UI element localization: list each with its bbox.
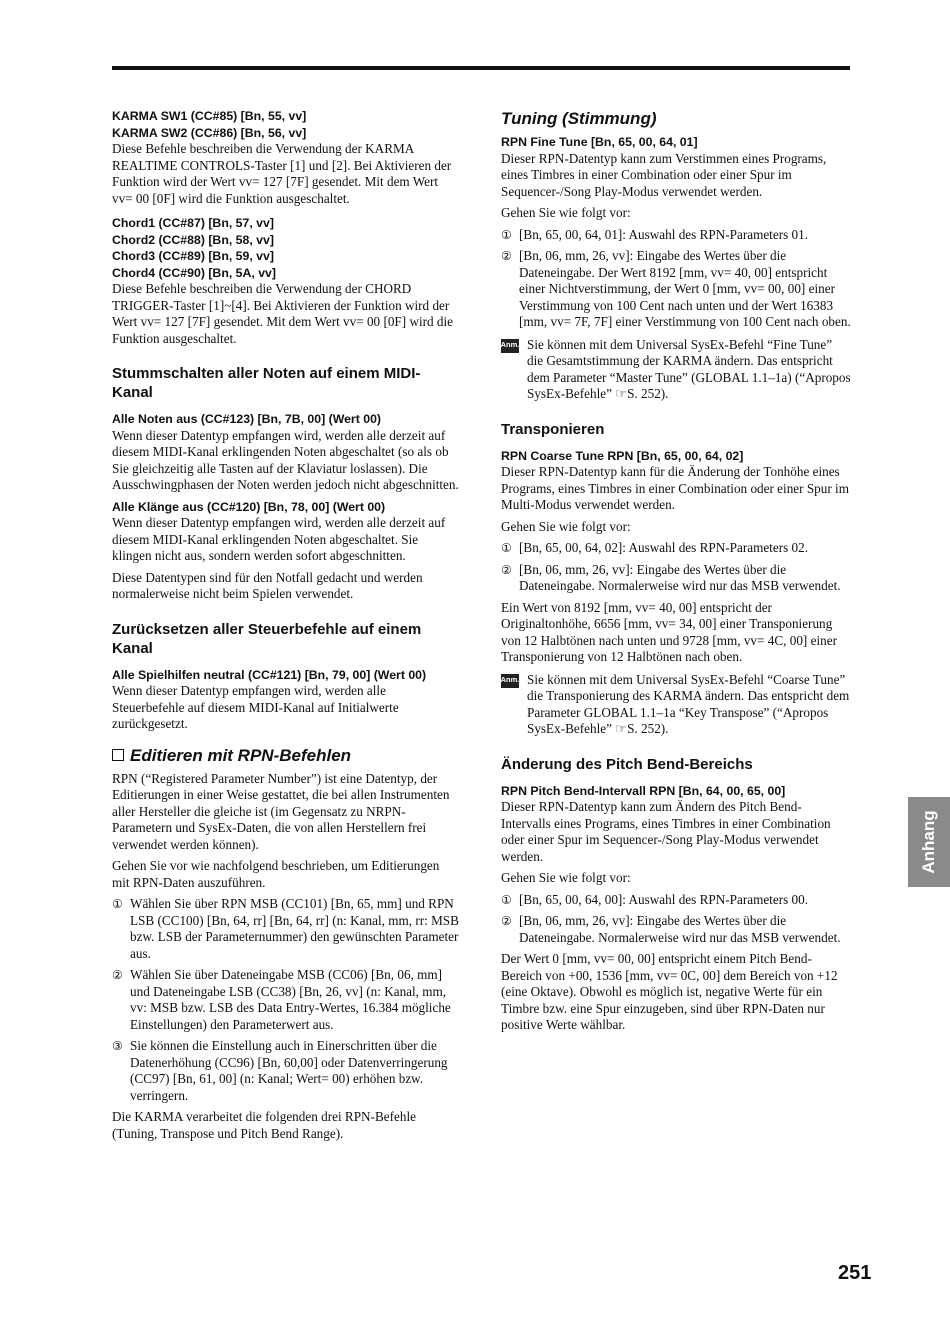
howto-text: Gehen Sie wie folgt vor: <box>501 870 631 885</box>
step-number: ② <box>501 562 512 577</box>
howto-text: Gehen Sie wie folgt vor: <box>501 518 631 534</box>
step-text: Wählen Sie über RPN MSB (CC101) [Bn, 65, mm] und RPN LSB (CC100) [Bn, 64, rr] [Bn, 64, rr] (n: Kanal, mm, rr: MSB bzw. LSB der Parameternummer) den gewünschten Parameter aus. <box>130 896 459 961</box>
spielhilfen-text: Wenn dieser Datentyp empfangen wird, werden alle Steuerbefehle auf diesem MIDI-Kanal auf Initialwerte zurückgesetzt. <box>112 683 399 731</box>
rpn-heading-text: Editieren mit RPN-Befehlen <box>130 745 352 765</box>
list-item <box>501 913 851 946</box>
step-number: ① <box>112 897 123 911</box>
coarse-tune-heading: RPN Coarse Tune RPN [Bn, 65, 00, 64, 02] <box>501 448 744 463</box>
chord2-heading: Chord2 (CC#88) [Bn, 58, vv] <box>112 232 274 247</box>
rpn-outro: Die KARMA verarbeitet die folgenden drei RPN-Befehle (Tuning, Transpose und Pitch Bend Range). <box>112 1109 416 1141</box>
karma-sw2-heading: KARMA SW2 (CC#86) [Bn, 56, vv] <box>112 125 307 140</box>
note-box <box>501 672 851 738</box>
note-text: Sie können mit dem Universal SysEx-Befehl “Fine Tune” die Gesamtstimmung der KARMA ändern. Das entspricht dem Parameter “Master Tune” (GLOBAL 1.1–1a) (“Apropos SysEx-Befehle” ☞S. 252). <box>527 336 851 401</box>
section-tab-anhang <box>908 797 950 887</box>
step-text: [Bn, 65, 00, 64, 02]: Auswahl des RPN-Parameters 02. <box>519 540 808 555</box>
note-icon: Anm. <box>501 674 519 688</box>
list-item <box>112 1038 460 1104</box>
rpn-section-heading <box>112 745 460 766</box>
transpose-heading: Transponieren <box>501 420 605 438</box>
chord-text: Diese Befehle beschreiben die Verwendung der CHORD TRIGGER-Taster [1]~[4]. Bei Aktivieren der Funktion wird der Wert vv= 127 [7F] gesendet. Mit dem Wert vv= 00 [0F] wird die Funktion ausgeschaltet. <box>112 281 454 346</box>
pitch-bend-values-text: Der Wert 0 [mm, vv= 00, 00] entspricht einem Pitch Bend-Bereich von +00, 1536 [mm, vv= 0C, 00] dem Bereich von +12 (eine Oktave). Obwohl es möglich ist, negative Werte für ein Timbre bzw. eine Spur einzugeben, sind über RPN-Daten nur positive Werte wählbar. <box>501 951 838 1032</box>
step-number: ① <box>501 541 512 555</box>
chord1-heading: Chord1 (CC#87) [Bn, 57, vv] <box>112 216 274 230</box>
page-number: 251 <box>838 1262 872 1284</box>
step-number: ① <box>501 892 512 907</box>
list-item <box>112 896 460 962</box>
left-column <box>112 108 460 1147</box>
reset-heading: Zurücksetzen aller Steuerbefehle auf einem Kanal <box>112 620 422 657</box>
alle-klaenge-heading: Alle Klänge aus (CC#120) [Bn, 78, 00] (Wert 00) <box>112 499 386 514</box>
step-text: [Bn, 06, mm, 26, vv]: Eingabe des Wertes über die Dateneingabe. Der Wert 8192 [mm, vv= 40, 00] entspricht einer Nichtverstimmung, der Wert 0 [mm, vv= 00, 00] einer Verstimmung von 100 Cent nach unten und der Wert 16383 [mm, vv= 7F, 7F] einer Verstimmung von 100 Cent nach oben. <box>519 248 851 329</box>
top-rule <box>112 66 850 70</box>
step-text: [Bn, 65, 00, 64, 01]: Auswahl des RPN-Parameters 01. <box>519 226 808 242</box>
karma-sw-text: Diese Befehle beschreiben die Verwendung der KARMA REALTIME CONTROLS-Taster [1] und [2]. Bei Aktivieren der Funktion wird der Wert vv= 127 [7F] gesendet. Mit dem Wert vv= 00 [0F] wird die Funktion ausgeschaltet. <box>112 141 452 206</box>
alle-noten-text: Wenn dieser Datentyp empfangen wird, werden alle derzeit auf diesem MIDI-Kanal erklingenden Noten abgeschaltet (so als ob Sie gleichzeitig alle Tasten auf der Klaviatur loslassen). Die Ausschwingphasen der Noten werden jedoch nicht abgeschnitten. <box>112 427 459 492</box>
note-icon: Anm. <box>501 339 519 353</box>
note-box <box>501 337 851 403</box>
note-text: Sie können mit dem Universal SysEx-Befehl “Coarse Tune” die Transponierung des KARMA ändern. Das entspricht dem Parameter GLOBAL 1.1–1a “Key Transpose” (“Apropos SysEx-Befehle” ☞S. 252). <box>527 671 850 736</box>
section-tab-label: Anhang <box>919 810 938 874</box>
karma-sw1-heading: KARMA SW1 (CC#85) [Bn, 55, vv] <box>112 109 307 123</box>
square-bullet-icon <box>112 749 124 761</box>
chord4-heading: Chord4 (CC#90) [Bn, 5A, vv] <box>112 265 276 280</box>
step-number: ③ <box>112 1039 123 1053</box>
coarse-values-text: Ein Wert von 8192 [mm, vv= 40, 00] entspricht der Originaltonhöhe, 6656 [mm, vv= 34, 00] einer Transponierung von 12 Halbtönen nach unten und 9728 [mm, vv= 4C, 00] einer Transponierung von 12 Halbtönen nach oben. <box>501 599 837 664</box>
spielhilfen-heading: Alle Spielhilfen neutral (CC#121) [Bn, 79, 00] (Wert 00) <box>112 667 427 682</box>
step-number: ② <box>501 914 512 928</box>
fine-tune-text: Dieser RPN-Datentyp kann zum Verstimmen eines Programs, eines Timbres in einer Combination oder einer Spur im Sequencer-/Song Play-Modus verwendet werden. <box>501 150 827 199</box>
list-item <box>501 540 851 557</box>
notfall-text: Diese Datentypen sind für den Notfall gedacht und werden normalerweise nicht beim Spielen verwendet. <box>112 569 423 601</box>
tuning-heading: Tuning (Stimmung) <box>501 109 657 128</box>
step-text: [Bn, 65, 00, 64, 00]: Auswahl des RPN-Parameters 00. <box>519 891 808 907</box>
step-number: ① <box>501 227 512 242</box>
list-item <box>501 248 851 331</box>
step-text: Wählen Sie über Dateneingabe MSB (CC06) [Bn, 06, mm] und Dateneingabe LSB (CC38) [Bn, 26, vv] (n: Kanal, mm, vv: MSB bzw. LSB des Data Entry-Wertes, 16.384 mögliche Einstellungen) den Parameterwert aus. <box>130 967 451 1032</box>
pitch-bend-rpn-heading: RPN Pitch Bend-Intervall RPN [Bn, 64, 00, 65, 00] <box>501 783 786 798</box>
step-text: Sie können die Einstellung auch in Einerschritten über die Datenerhöhung (CC96) [Bn, 60,00] oder Datenverringerung (CC97) [Bn, 61, 00] (n: Kanal; Wert= 00) erhöhen bzw. verringern. <box>130 1038 448 1103</box>
pitch-bend-text: Dieser RPN-Datentyp kann zum Ändern des Pitch Bend-Intervalls eines Programs, eines Timbres in einer Combination oder einer Spur im Sequencer-/Song Play-Modus verwendet werden. <box>501 799 831 864</box>
right-column <box>501 108 851 1039</box>
alle-klaenge-text: Wenn dieser Datentyp empfangen wird, werden alle derzeit auf diesem MIDI-Kanal erklingenden Noten abgeschaltet. Sie klingen nicht aus, sondern werden sofort abgeschnitten. <box>112 515 446 563</box>
list-item <box>501 227 851 244</box>
rpn-intro: RPN (“Registered Parameter Number”) ist eine Datentyp, der Editierungen in einer Weise gestattet, die bei allen Instrumenten aller Hersteller die gleiche ist (im Gegensatz zu NRPN-Parametern und SysEx-Daten, die von allen Herstellern frei verwendet werden können). <box>112 770 450 852</box>
mute-heading: Stummschalten aller Noten auf einem MIDI-Kanal <box>112 365 421 401</box>
chord3-heading: Chord3 (CC#89) [Bn, 59, vv] <box>112 249 274 263</box>
step-number: ② <box>501 249 512 263</box>
step-text: [Bn, 06, mm, 26, vv]: Eingabe des Wertes über die Dateneingabe. Normalerweise wird nur das MSB verwendet. <box>519 561 841 593</box>
fine-tune-heading: RPN Fine Tune [Bn, 65, 00, 64, 01] <box>501 135 698 149</box>
list-item <box>501 562 851 595</box>
rpn-howto: Gehen Sie vor wie nachfolgend beschrieben, um Editierungen mit RPN-Daten auszuführen. <box>112 858 440 890</box>
pitch-bend-heading: Änderung des Pitch Bend-Bereichs <box>501 755 753 773</box>
coarse-tune-text: Dieser RPN-Datentyp kann für die Änderung der Tonhöhe eines Programs, eines Timbres in einer Combination oder einer Spur im Multi-Modus verwendet werden. <box>501 464 849 512</box>
howto-text: Gehen Sie wie folgt vor: <box>501 205 631 220</box>
alle-noten-heading: Alle Noten aus (CC#123) [Bn, 7B, 00] (Wert 00) <box>112 412 382 426</box>
list-item <box>501 892 851 909</box>
list-item <box>112 967 460 1033</box>
step-text: [Bn, 06, mm, 26, vv]: Eingabe des Wertes über die Dateneingabe. Normalerweise wird nur das MSB verwendet. <box>519 913 841 945</box>
step-number: ② <box>112 968 123 982</box>
